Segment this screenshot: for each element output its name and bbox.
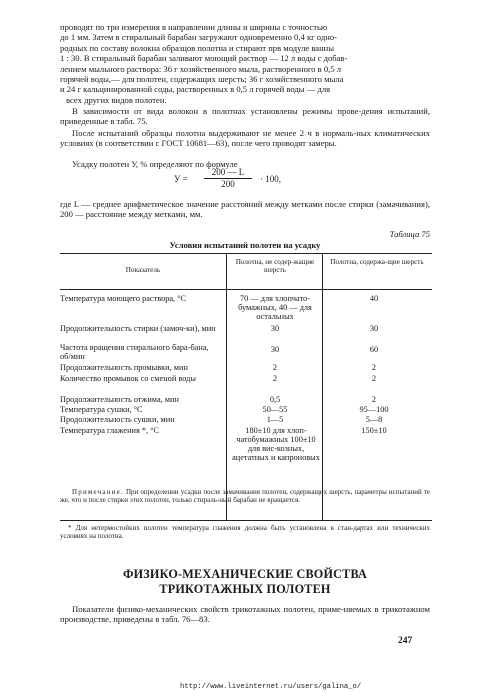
table-cell-wool: 150±10 xyxy=(361,426,387,435)
text-line: до 1 мм. Затем в стиральный барабан загружают одновременно 0,4 кг одно- xyxy=(60,32,337,43)
table-row-label: Температура сушки, °С xyxy=(60,405,143,414)
paragraph-formula-intro: Усадку полотен У, % определяют по формуле xyxy=(72,159,238,169)
table-cell-no-wool: 1—5 xyxy=(266,415,284,424)
table-cell-no-wool: 50—55 xyxy=(262,405,288,414)
table-cell-wool: 95—100 xyxy=(359,405,389,414)
paragraph-conditioning: После испытаний образцы полотна выдерживают не менее 2 ч в нормаль-ных климатических условиях (в соответствии с ГОСТ 10681—63), после чего проводят замеры. xyxy=(60,128,430,149)
table-row-label: Частота вращения стирального бара-бана, об/мин xyxy=(60,343,209,361)
text-line: 1 : 30. В стиральный барабан заливают моющий раствор — 12 л воды с добав- xyxy=(60,53,348,64)
page-number: 247 xyxy=(398,636,413,646)
formula-denominator: 200 xyxy=(221,179,235,189)
table-row-label: Количество промывок со сменой воды xyxy=(60,374,196,383)
footnote-rule xyxy=(60,520,130,521)
footer-url: http://www.liveinternet.ru/users/galina_o/ xyxy=(180,683,362,691)
footnote: * Для нетермостойких полотен температура глажения должна быть установлена в стан-дартах или технических условиях на полотна. xyxy=(60,524,430,541)
table-header-indicator: Показатель xyxy=(125,266,161,274)
table-cell-wool: 30 xyxy=(369,324,379,333)
table-cell-wool: 40 xyxy=(369,294,379,303)
note-text: При определении усадки после замачивания полотен, содержащих шерсть, параметры испытаний те же, что и после стирки этих полотен, только стираль-ный барабан не вращается. xyxy=(60,488,430,505)
table-header-rule xyxy=(60,289,432,290)
paragraph-modes: В зависимости от вида волокон в полотнах установлены режимы прове-дения испытаний, приведенные в табл. 75. xyxy=(60,106,430,127)
formula-numerator: 200 — L xyxy=(204,167,252,179)
section-title-line: ФИЗИКО-МЕХАНИЧЕСКИЕ СВОЙСТВА xyxy=(122,567,368,581)
paragraph-where: где L — среднее арифметическое значение расстояний между метками после стирки (замачивания), 200 — расстояние между метками, мм. xyxy=(60,199,430,220)
text-line: родных по составу волокна образцов полотна и стирают прв модуле ванны xyxy=(60,42,335,53)
table-row-label: Продолжительность стирки (замоч-ки), мин xyxy=(60,324,216,333)
text-line: и 24 г кальцинированной соды, растворенных в 0,5 л горячей воды — для xyxy=(60,84,331,95)
text-line: всех других видов полотен. xyxy=(66,94,167,105)
table-cell-wool: 5—8 xyxy=(365,415,383,424)
table-cell-no-wool: 0,5 xyxy=(269,395,281,404)
table-cell-no-wool: 30 xyxy=(270,345,280,354)
note-label: Примечание. xyxy=(72,488,124,496)
text-line: проводят по три измерения в направлении длины и ширины с точностью xyxy=(60,22,328,32)
table-title: Условия испытаний полотен на усадку xyxy=(169,240,321,250)
table-row-label: Продолжительность сушки, мин xyxy=(60,415,175,424)
table-cell-no-wool: 70 — для хлопчато-бумажных, 40 — для остальных xyxy=(238,294,312,321)
text-line: горячей воды,— для полотен, содержащих шерсть; 36 г хозяйственного мыла xyxy=(60,74,344,85)
table-cell-wool: 2 xyxy=(371,363,377,372)
table-header-no-wool: Полотна, не содер-жащие шерсть xyxy=(235,258,315,275)
text-line: лением мыльного раствора: 36 г хозяйственного мыла, растворенного в 0,5 л xyxy=(60,63,342,74)
formula-lhs: У = xyxy=(174,174,188,184)
formula-fraction xyxy=(204,167,252,190)
table-row-label: Продолжительность отжима, мин xyxy=(60,395,179,404)
table-top-rule xyxy=(60,253,432,254)
table-cell-no-wool: 2 xyxy=(272,374,278,383)
table-row-label: Температура моющего раствора, °С xyxy=(60,294,187,303)
intro-paragraph xyxy=(60,22,430,105)
table-cell-wool: 2 xyxy=(371,395,377,404)
table-header-wool: Полотна, содержа-щие шерсть xyxy=(330,258,424,266)
table-note xyxy=(60,488,430,505)
table-cell-no-wool: 180±10 для хлоп-чатобумажных 100±10 для вис-козных, ацетатных и капроновых xyxy=(232,426,320,462)
formula-mul-value: 100, xyxy=(265,174,281,184)
shrinkage-formula xyxy=(174,167,314,193)
section-heading xyxy=(60,567,430,596)
table-row-label: Продолжительность промывки, мин xyxy=(60,363,188,372)
formula-multiplier xyxy=(260,174,281,184)
table-row-label: Температура глажения *, °С xyxy=(60,426,160,435)
table-col-divider-2 xyxy=(322,253,323,520)
table-cell-wool: 2 xyxy=(371,374,377,383)
table-cell-no-wool: 30 xyxy=(270,324,280,333)
table-cell-wool: 60 xyxy=(369,345,379,354)
section-title-line: ТРИКОТАЖНЫХ ПОЛОТЕН xyxy=(159,581,331,596)
formula-mul-sign: · xyxy=(260,174,263,184)
table-label: Таблица 75 xyxy=(389,229,430,239)
table-col-divider-1 xyxy=(226,253,227,520)
table-cell-no-wool: 2 xyxy=(272,363,278,372)
closing-paragraph: Показатели физико-механических свойств трикотажных полотен, приме-няемых в трикотажном производстве, приведены в табл. 76—83. xyxy=(60,604,430,625)
